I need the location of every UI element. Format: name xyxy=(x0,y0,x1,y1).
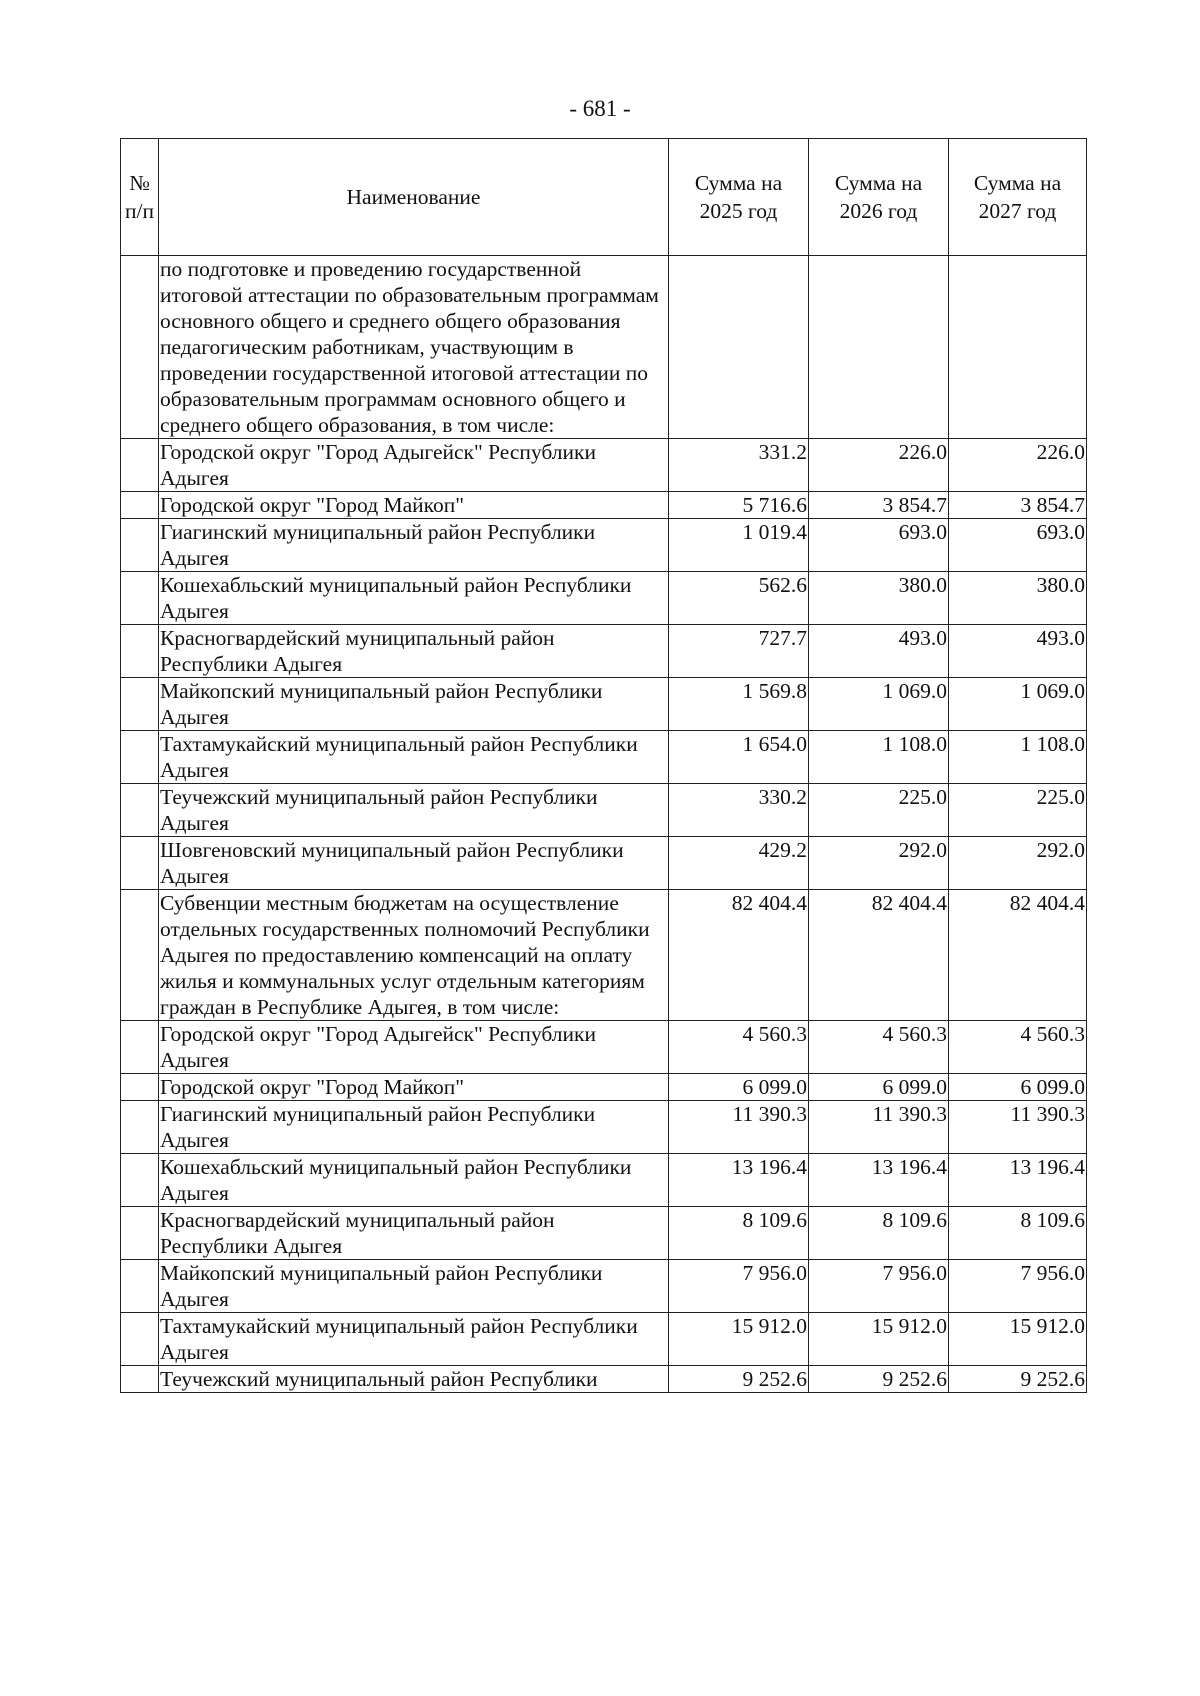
row-amount-2026-cell: 1 069.0 xyxy=(809,678,949,731)
row-amount-2027-cell: 1 069.0 xyxy=(949,678,1087,731)
row-amount-2026-cell: 11 390.3 xyxy=(809,1101,949,1154)
row-name-cell: Городской округ "Город Майкоп" xyxy=(159,492,669,519)
row-number-cell xyxy=(121,890,159,1021)
row-amount-2025-cell: 562.6 xyxy=(669,572,809,625)
header-sum-2025 xyxy=(669,139,809,256)
row-number-cell xyxy=(121,1366,159,1393)
header-sum-2027 xyxy=(949,139,1087,256)
row-amount-2026-cell: 693.0 xyxy=(809,519,949,572)
table-header xyxy=(121,139,1087,256)
row-amount-2027-cell: 493.0 xyxy=(949,625,1087,678)
table-row xyxy=(121,784,1087,837)
row-amount-2026-cell: 292.0 xyxy=(809,837,949,890)
row-number-cell xyxy=(121,492,159,519)
row-name-cell: Тахтамукайский муниципальный район Республики Адыгея xyxy=(159,1313,669,1366)
row-amount-2026-cell: 7 956.0 xyxy=(809,1260,949,1313)
row-amount-2025-cell: 330.2 xyxy=(669,784,809,837)
row-amount-2027-cell: 693.0 xyxy=(949,519,1087,572)
row-number-cell xyxy=(121,1074,159,1101)
row-amount-2027-cell: 11 390.3 xyxy=(949,1101,1087,1154)
header-sum-2026-line2: 2026 год xyxy=(839,199,918,223)
row-name-cell: по подготовке и проведению государственной итоговой аттестации по образовательным программам основного общего и среднего общего образования педагогическим работникам, участвующим в проведении государственной итоговой аттестации по образовательным программам основного общего и среднего общего образования, в том числе: xyxy=(159,256,669,439)
row-amount-2026-cell: 15 912.0 xyxy=(809,1313,949,1366)
header-sum-2025-line2: 2025 год xyxy=(699,199,778,223)
row-amount-2026-cell: 380.0 xyxy=(809,572,949,625)
row-number-cell xyxy=(121,256,159,439)
row-amount-2027-cell: 225.0 xyxy=(949,784,1087,837)
row-number-cell xyxy=(121,519,159,572)
row-amount-2025-cell: 429.2 xyxy=(669,837,809,890)
row-name-cell: Кошехабльский муниципальный район Республики Адыгея xyxy=(159,572,669,625)
header-number-line1: № xyxy=(129,171,150,195)
table-row xyxy=(121,1313,1087,1366)
header-sum-2025-line1: Сумма на xyxy=(694,171,783,195)
table-row xyxy=(121,256,1087,439)
row-amount-2025-cell xyxy=(669,256,809,439)
row-number-cell xyxy=(121,1101,159,1154)
row-number-cell xyxy=(121,1154,159,1207)
row-name-cell: Гиагинский муниципальный район Республики Адыгея xyxy=(159,1101,669,1154)
header-row xyxy=(121,139,1087,256)
row-name-cell: Шовгеновский муниципальный район Республики Адыгея xyxy=(159,837,669,890)
row-number-cell xyxy=(121,837,159,890)
table-body xyxy=(121,256,1087,1393)
row-amount-2027-cell: 9 252.6 xyxy=(949,1366,1087,1393)
row-amount-2026-cell: 225.0 xyxy=(809,784,949,837)
table-row xyxy=(121,837,1087,890)
row-number-cell xyxy=(121,625,159,678)
row-amount-2026-cell: 6 099.0 xyxy=(809,1074,949,1101)
table-row xyxy=(121,1074,1087,1101)
row-amount-2027-cell: 3 854.7 xyxy=(949,492,1087,519)
row-name-cell: Городской округ "Город Адыгейск" Республики Адыгея xyxy=(159,1021,669,1074)
table-row xyxy=(121,1207,1087,1260)
row-name-cell: Красногвардейский муниципальный район Республики Адыгея xyxy=(159,1207,669,1260)
table-row xyxy=(121,1260,1087,1313)
row-number-cell xyxy=(121,439,159,492)
row-amount-2025-cell: 15 912.0 xyxy=(669,1313,809,1366)
row-name-cell: Теучежский муниципальный район Республики Адыгея xyxy=(159,784,669,837)
table-row xyxy=(121,1366,1087,1393)
row-amount-2025-cell: 11 390.3 xyxy=(669,1101,809,1154)
row-amount-2027-cell xyxy=(949,256,1087,439)
row-amount-2025-cell: 9 252.6 xyxy=(669,1366,809,1393)
header-number xyxy=(121,139,159,256)
row-amount-2027-cell: 292.0 xyxy=(949,837,1087,890)
row-amount-2026-cell: 1 108.0 xyxy=(809,731,949,784)
table-row xyxy=(121,439,1087,492)
row-amount-2027-cell: 82 404.4 xyxy=(949,890,1087,1021)
row-amount-2026-cell: 9 252.6 xyxy=(809,1366,949,1393)
row-number-cell xyxy=(121,784,159,837)
row-amount-2026-cell xyxy=(809,256,949,439)
row-number-cell xyxy=(121,1207,159,1260)
row-amount-2027-cell: 1 108.0 xyxy=(949,731,1087,784)
header-name: Наименование xyxy=(159,139,669,256)
row-amount-2027-cell: 380.0 xyxy=(949,572,1087,625)
row-amount-2027-cell: 13 196.4 xyxy=(949,1154,1087,1207)
row-amount-2026-cell: 8 109.6 xyxy=(809,1207,949,1260)
row-number-cell xyxy=(121,731,159,784)
header-sum-2026-line1: Сумма на xyxy=(834,171,923,195)
row-amount-2025-cell: 1 019.4 xyxy=(669,519,809,572)
table-row xyxy=(121,1154,1087,1207)
row-amount-2025-cell: 82 404.4 xyxy=(669,890,809,1021)
row-name-cell: Тахтамукайский муниципальный район Республики Адыгея xyxy=(159,731,669,784)
row-number-cell xyxy=(121,678,159,731)
table-row xyxy=(121,625,1087,678)
row-amount-2027-cell: 15 912.0 xyxy=(949,1313,1087,1366)
header-number-line2: п/п xyxy=(125,199,154,223)
row-amount-2025-cell: 727.7 xyxy=(669,625,809,678)
row-amount-2025-cell: 6 099.0 xyxy=(669,1074,809,1101)
table-row xyxy=(121,1101,1087,1154)
page-number: - 681 - xyxy=(569,96,631,121)
row-name-cell: Майкопский муниципальный район Республики Адыгея xyxy=(159,678,669,731)
budget-table xyxy=(120,138,1087,1393)
table-row xyxy=(121,572,1087,625)
header-sum-2027-line2: 2027 год xyxy=(978,199,1057,223)
row-amount-2026-cell: 82 404.4 xyxy=(809,890,949,1021)
table-row xyxy=(121,519,1087,572)
row-amount-2025-cell: 1 654.0 xyxy=(669,731,809,784)
table-row xyxy=(121,890,1087,1021)
row-amount-2026-cell: 4 560.3 xyxy=(809,1021,949,1074)
row-name-cell: Майкопский муниципальный район Республики Адыгея xyxy=(159,1260,669,1313)
row-name-cell: Красногвардейский муниципальный район Республики Адыгея xyxy=(159,625,669,678)
header-sum-2026 xyxy=(809,139,949,256)
row-amount-2027-cell: 7 956.0 xyxy=(949,1260,1087,1313)
row-amount-2025-cell: 13 196.4 xyxy=(669,1154,809,1207)
row-number-cell xyxy=(121,1313,159,1366)
row-number-cell xyxy=(121,572,159,625)
row-amount-2026-cell: 226.0 xyxy=(809,439,949,492)
row-amount-2025-cell: 331.2 xyxy=(669,439,809,492)
row-amount-2025-cell: 7 956.0 xyxy=(669,1260,809,1313)
row-amount-2027-cell: 226.0 xyxy=(949,439,1087,492)
header-sum-2027-line1: Сумма на xyxy=(973,171,1062,195)
row-number-cell xyxy=(121,1260,159,1313)
row-amount-2025-cell: 5 716.6 xyxy=(669,492,809,519)
table-row xyxy=(121,492,1087,519)
table-row xyxy=(121,678,1087,731)
table-row xyxy=(121,731,1087,784)
row-amount-2026-cell: 3 854.7 xyxy=(809,492,949,519)
row-amount-2027-cell: 4 560.3 xyxy=(949,1021,1087,1074)
row-name-cell: Городской округ "Город Адыгейск" Республики Адыгея xyxy=(159,439,669,492)
row-amount-2026-cell: 493.0 xyxy=(809,625,949,678)
table-row xyxy=(121,1021,1087,1074)
row-name-cell: Субвенции местным бюджетам на осуществление отдельных государственных полномочий Республики Адыгея по предоставлению компенсаций на оплату жилья и коммунальных услуг отдельным категориям граждан в Республике Адыгея, в том числе: xyxy=(159,890,669,1021)
row-amount-2027-cell: 6 099.0 xyxy=(949,1074,1087,1101)
row-amount-2026-cell: 13 196.4 xyxy=(809,1154,949,1207)
row-name-cell: Городской округ "Город Майкоп" xyxy=(159,1074,669,1101)
row-amount-2025-cell: 8 109.6 xyxy=(669,1207,809,1260)
row-amount-2025-cell: 1 569.8 xyxy=(669,678,809,731)
row-name-cell: Гиагинский муниципальный район Республики Адыгея xyxy=(159,519,669,572)
row-amount-2025-cell: 4 560.3 xyxy=(669,1021,809,1074)
row-number-cell xyxy=(121,1021,159,1074)
row-name-cell: Теучежский муниципальный район Республики xyxy=(159,1366,669,1393)
row-name-cell: Кошехабльский муниципальный район Республики Адыгея xyxy=(159,1154,669,1207)
row-amount-2027-cell: 8 109.6 xyxy=(949,1207,1087,1260)
